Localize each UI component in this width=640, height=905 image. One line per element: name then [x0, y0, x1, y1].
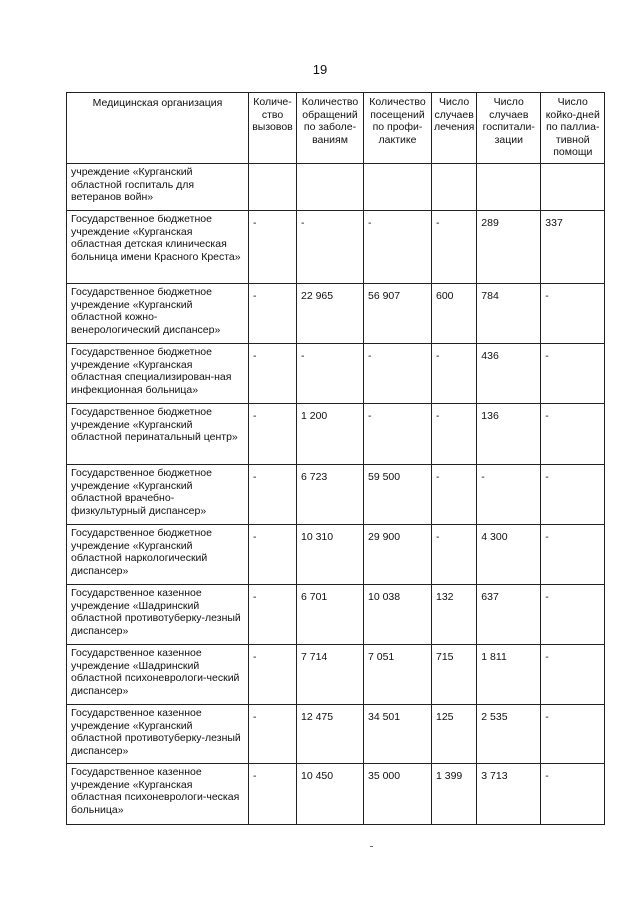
cell-hospital-cases: 784 — [477, 284, 541, 344]
cell-org: Государственное бюджетное учреждение «Курганская областная детская клиническая больница имени Красного Креста» — [67, 211, 249, 284]
cell-disease-visits: - — [297, 211, 364, 284]
cell-disease-visits — [297, 164, 364, 211]
cell-calls: - — [249, 764, 297, 825]
cell-prof-visits: 59 500 — [364, 465, 432, 525]
header-palliative-days: Число койко-дней по паллиа-тивной помощи — [541, 93, 605, 164]
cell-palliative-days: - — [541, 585, 605, 645]
cell-prof-visits: 29 900 — [364, 525, 432, 585]
cell-hospital-cases: 4 300 — [477, 525, 541, 585]
cell-treatment-cases: 715 — [432, 645, 477, 705]
table-row — [67, 585, 605, 645]
cell-treatment-cases: 132 — [432, 585, 477, 645]
cell-treatment-cases: - — [432, 344, 477, 404]
header-treatment-cases: Число случаев лечения — [432, 93, 477, 164]
cell-org: Государственное бюджетное учреждение «Курганский областной наркологический диспансер» — [67, 525, 249, 585]
header-org: Медицинская организация — [67, 93, 249, 164]
cell-calls: - — [249, 344, 297, 404]
header-disease-visits: Количество обращений по заболе-ваниям — [297, 93, 364, 164]
table-header-row — [67, 93, 605, 164]
header-prof-visits: Количество посещений по профи-лактике — [364, 93, 432, 164]
cell-disease-visits: 6 701 — [297, 585, 364, 645]
cell-prof-visits: 7 051 — [364, 645, 432, 705]
cell-treatment-cases: - — [432, 465, 477, 525]
cell-disease-visits: - — [297, 344, 364, 404]
cell-prof-visits: - — [364, 344, 432, 404]
header-calls: Количе-ство вызовов — [249, 93, 297, 164]
medical-organizations-table — [66, 92, 605, 825]
cell-calls: - — [249, 465, 297, 525]
cell-prof-visits: 10 038 — [364, 585, 432, 645]
cell-disease-visits: 10 450 — [297, 764, 364, 825]
cell-prof-visits: - — [364, 211, 432, 284]
cell-hospital-cases: - — [477, 465, 541, 525]
cell-org: Государственное казенное учреждение «Шадринский областной противотуберку-лезный диспансер» — [67, 585, 249, 645]
cell-disease-visits: 22 965 — [297, 284, 364, 344]
cell-palliative-days: - — [541, 525, 605, 585]
cell-org: учреждение «Курганский областной госпиталь для ветеранов войн» — [67, 164, 249, 211]
cell-palliative-days: - — [541, 344, 605, 404]
cell-palliative-days — [541, 164, 605, 211]
cell-org: Государственное казенное учреждение «Шадринский областной психоневрологи-ческий диспансер» — [67, 645, 249, 705]
page-number: 19 — [312, 62, 328, 77]
cell-org: Государственное казенное учреждение «Курганский областной противотуберку-лезный диспансер» — [67, 705, 249, 764]
cell-calls: - — [249, 705, 297, 764]
cell-hospital-cases: 3 713 — [477, 764, 541, 825]
table-row — [67, 164, 605, 211]
cell-prof-visits: 56 907 — [364, 284, 432, 344]
cell-palliative-days: - — [541, 645, 605, 705]
cell-disease-visits: 1 200 — [297, 404, 364, 465]
cell-hospital-cases: 436 — [477, 344, 541, 404]
table-row — [67, 465, 605, 525]
cell-palliative-days: - — [541, 284, 605, 344]
table-row — [67, 764, 605, 825]
table-row — [67, 645, 605, 705]
cell-disease-visits: 6 723 — [297, 465, 364, 525]
cell-hospital-cases: 136 — [477, 404, 541, 465]
cell-calls: - — [249, 211, 297, 284]
cell-disease-visits: 7 714 — [297, 645, 364, 705]
cell-calls: - — [249, 585, 297, 645]
cell-treatment-cases: - — [432, 211, 477, 284]
table-row — [67, 211, 605, 284]
scan-mark — [370, 846, 373, 847]
cell-disease-visits: 12 475 — [297, 705, 364, 764]
cell-prof-visits: - — [364, 404, 432, 465]
cell-calls: - — [249, 404, 297, 465]
cell-treatment-cases: - — [432, 525, 477, 585]
cell-hospital-cases: 637 — [477, 585, 541, 645]
cell-treatment-cases: 125 — [432, 705, 477, 764]
cell-org: Государственное бюджетное учреждение «Курганская областная специализирован-ная инфекционная больница» — [67, 344, 249, 404]
cell-prof-visits: 34 501 — [364, 705, 432, 764]
cell-disease-visits: 10 310 — [297, 525, 364, 585]
cell-calls: - — [249, 645, 297, 705]
cell-prof-visits: 35 000 — [364, 764, 432, 825]
cell-org: Государственное казенное учреждение «Курганская областная психоневрологи-ческая больница» — [67, 764, 249, 825]
cell-treatment-cases: - — [432, 404, 477, 465]
cell-palliative-days: - — [541, 764, 605, 825]
table-row — [67, 525, 605, 585]
header-hospital-cases: Число случаев госпитали-зации — [477, 93, 541, 164]
table-row — [67, 404, 605, 465]
cell-org: Государственное бюджетное учреждение «Курганский областной врачебно-физкультурный диспансер» — [67, 465, 249, 525]
cell-hospital-cases — [477, 164, 541, 211]
cell-treatment-cases — [432, 164, 477, 211]
cell-palliative-days: - — [541, 465, 605, 525]
cell-treatment-cases: 600 — [432, 284, 477, 344]
cell-palliative-days: - — [541, 404, 605, 465]
cell-hospital-cases: 1 811 — [477, 645, 541, 705]
cell-hospital-cases: 289 — [477, 211, 541, 284]
cell-org: Государственное бюджетное учреждение «Курганский областной перинатальный центр» — [67, 404, 249, 465]
cell-org: Государственное бюджетное учреждение «Курганский областной кожно-венерологический диспансер» — [67, 284, 249, 344]
table-row — [67, 344, 605, 404]
table-row — [67, 705, 605, 764]
cell-palliative-days: 337 — [541, 211, 605, 284]
cell-hospital-cases: 2 535 — [477, 705, 541, 764]
table-row — [67, 284, 605, 344]
cell-calls: - — [249, 525, 297, 585]
cell-calls — [249, 164, 297, 211]
cell-treatment-cases: 1 399 — [432, 764, 477, 825]
cell-palliative-days: - — [541, 705, 605, 764]
cell-calls: - — [249, 284, 297, 344]
cell-prof-visits — [364, 164, 432, 211]
